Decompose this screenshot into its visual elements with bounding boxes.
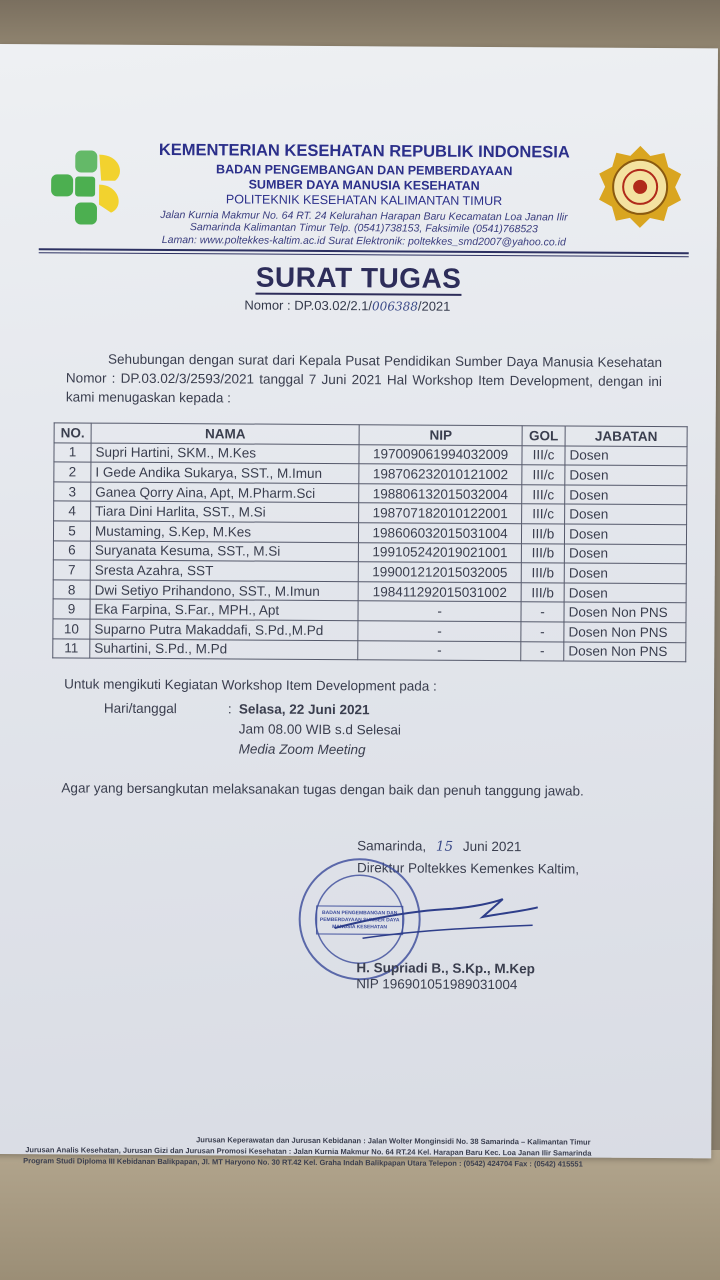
cell-nip: 199001212015032005: [359, 562, 522, 583]
cell-jabatan: Dosen: [565, 465, 687, 485]
institution-heading: POLITEKNIK KESEHATAN KALIMANTAN TIMUR: [225, 192, 503, 209]
schedule-date: Selasa, 22 Juni 2021: [238, 701, 370, 718]
cell-gol: III/b: [521, 543, 564, 563]
cell-no: 4: [54, 501, 91, 521]
cell-nama: Eka Farpina, S.Far., MPH., Apt: [90, 599, 358, 620]
footer-line1: Jurusan Keperawatan dan Jurusan Kebidanan : Jalan Wolter Monginsidi No. 38 Samarinda – Kalimantan Timur: [196, 1135, 591, 1147]
cell-jabatan: Dosen: [564, 563, 686, 583]
cell-nip: -: [358, 601, 521, 622]
cell-nip: 197009061994032009: [359, 444, 522, 465]
footer-line3: Program Studi Diploma III Kebidanan Balikpapan, Jl. MT Haryono No. 30 RT.42 Kel. Graha Indah Balikpapan Utara Telepon : (0542) 424704 Fax : (0542) 415551: [23, 1156, 583, 1169]
cell-no: 5: [53, 521, 90, 541]
cell-nama: Suhartini, S.Pd., M.Pd: [90, 639, 358, 660]
place-date: [357, 838, 521, 855]
footer-line2: Jurusan Analis Kesehatan, Jurusan Gizi dan Jurusan Promosi Kesehatan : Jalan Kurnia Makmur No. 64 RT.24 Kel. Harapan Baru Kec. Loa Janan Ilir Samarinda: [25, 1145, 592, 1158]
schedule-venue: Media Zoom Meeting: [238, 741, 366, 758]
svg-text:PEMBERDAYAAN SUMBER DAYA: PEMBERDAYAAN SUMBER DAYA: [319, 916, 400, 924]
signer-position: Direktur Poltekkes Kemenkes Kaltim,: [356, 860, 580, 877]
cell-no: 6: [53, 540, 90, 560]
title-text: SURAT TUGAS: [255, 261, 462, 294]
cell-nama: Suryanata Kesuma, SST., M.Si: [90, 541, 358, 562]
letter-number-suffix: /2021: [417, 298, 451, 314]
letter-number-handwritten: 006388: [372, 299, 418, 314]
table-row: [53, 638, 686, 661]
cell-nip: -: [358, 640, 521, 661]
cell-jabatan: Dosen Non PNS: [564, 602, 686, 622]
schedule-colon: :: [227, 701, 232, 717]
cell-nama: Ganea Qorry Aina, Apt, M.Pharm.Sci: [91, 482, 359, 503]
cell-gol: III/c: [522, 504, 565, 524]
header-nama: NAMA: [91, 423, 359, 444]
purpose-text: Untuk mengikuti Kegiatan Workshop Item Development pada :: [64, 676, 437, 694]
cell-jabatan: Dosen: [565, 524, 687, 544]
handwritten-signature: [332, 888, 542, 949]
cell-gol: -: [521, 641, 564, 661]
cell-no: 2: [54, 462, 91, 482]
cell-nip: 198707182010122001: [359, 503, 522, 524]
schedule-label: Hari/tanggal: [103, 700, 177, 717]
cell-nama: Supri Hartini, SKM., M.Kes: [91, 443, 359, 464]
svg-text:BADAN PENGEMBANGAN DAN: BADAN PENGEMBANGAN DAN: [322, 909, 398, 917]
place-date-day: 15: [435, 838, 454, 855]
agency-heading-line2: SUMBER DAYA MANUSIA KESEHATAN: [248, 177, 480, 193]
cell-nama: Tiara Dini Harlita, SST., M.Si: [91, 501, 359, 522]
address-line1: Jalan Kurnia Makmur No. 64 RT. 24 Kelurahan Harapan Baru Kecamatan Loa Janan Ilir: [160, 208, 568, 224]
cell-gol: III/c: [522, 445, 565, 465]
cell-jabatan: Dosen: [564, 583, 686, 603]
cell-jabatan: Dosen: [565, 485, 687, 505]
signer-nip: NIP 196901051989031004: [356, 976, 518, 993]
cell-gol: -: [521, 602, 564, 622]
cell-no: 10: [53, 619, 90, 639]
cell-jabatan: Dosen: [564, 544, 686, 564]
place-date-suffix: Juni 2021: [462, 838, 522, 855]
signer-name: H. Supriadi B., S.Kp., M.Kep: [356, 960, 535, 977]
cell-no: 11: [53, 638, 90, 658]
cell-no: 9: [53, 599, 90, 619]
letter-number: [244, 297, 450, 313]
assignee-table: [52, 422, 687, 662]
place-date-prefix: Samarinda,: [357, 838, 427, 854]
document-title: [0, 260, 719, 296]
cell-no: 3: [54, 482, 91, 502]
letter-number-prefix: Nomor : DP.03.02/2.1/: [244, 297, 373, 314]
cell-nip: -: [358, 621, 521, 642]
cell-nip: 198706232010121002: [359, 464, 522, 485]
cell-nama: Dwi Setiyo Prihandono, SST., M.Imun: [90, 580, 358, 601]
svg-text:MANUSIA KESEHATAN: MANUSIA KESEHATAN: [332, 924, 388, 931]
cell-nip: 199105242019021001: [359, 542, 522, 563]
document-page: [0, 44, 718, 1169]
header-jabatan: JABATAN: [565, 426, 687, 446]
cell-no: 8: [53, 580, 90, 600]
address-line2: Samarinda Kalimantan Timur Telp. (0541)738153, Faksimile (0541)768523: [189, 221, 538, 236]
ministry-heading: KEMENTERIAN KESEHATAN REPUBLIK INDONESIA: [158, 140, 570, 162]
cell-jabatan: Dosen Non PNS: [564, 641, 686, 661]
header-nip: NIP: [359, 425, 522, 446]
header-gol: GOL: [522, 426, 565, 446]
cell-jabatan: Dosen: [565, 504, 687, 524]
kemenkes-logo-icon: [45, 144, 128, 232]
cell-jabatan: Dosen: [565, 446, 687, 466]
address-line3: Laman: www.poltekkes-kaltim.ac.id Surat Elektronik: poltekkes_smd2007@yahoo.co.id: [161, 233, 566, 249]
cell-nip: 198806132015032004: [359, 483, 522, 504]
cell-gol: -: [521, 622, 564, 642]
poltekkes-seal-icon: [597, 144, 684, 231]
closing-text: Agar yang bersangkutan melaksanakan tugas dengan baik dan penuh tanggung jawab.: [61, 780, 584, 799]
cell-gol: III/c: [522, 465, 565, 485]
cell-nip: 198606032015031004: [359, 523, 522, 544]
cell-gol: III/b: [521, 582, 564, 602]
cell-gol: III/c: [522, 484, 565, 504]
schedule-time: Jam 08.00 WIB s.d Selesai: [238, 721, 401, 738]
cell-nip: 198411292015031002: [358, 581, 521, 602]
cell-nama: Mustaming, S.Kep, M.Kes: [90, 521, 358, 542]
cell-no: 1: [54, 442, 91, 462]
cell-nama: Sresta Azahra, SST: [90, 560, 358, 581]
cell-nama: Suparno Putra Makaddafi, S.Pd.,M.Pd: [90, 619, 358, 640]
cell-no: 7: [53, 560, 90, 580]
header-no: NO.: [54, 423, 91, 443]
agency-heading-line1: BADAN PENGEMBANGAN DAN PEMBERDAYAAN: [216, 162, 513, 179]
cell-jabatan: Dosen Non PNS: [564, 622, 686, 642]
cell-gol: III/b: [521, 563, 564, 583]
intro-paragraph: Sehubungan dengan surat dari Kepala Pusat Pendidikan Sumber Daya Manusia Kesehatan Nomor : DP.03.02/3/2593/2021 tanggal 7 Juni 2021 Hal Workshop Item Development, dengan ini kami menugaskan kepada :: [65, 351, 663, 406]
cell-nama: I Gede Andika Sukarya, SST., M.Imun: [91, 462, 359, 483]
background-bottom: [0, 1150, 720, 1280]
cell-gol: III/b: [521, 524, 564, 544]
